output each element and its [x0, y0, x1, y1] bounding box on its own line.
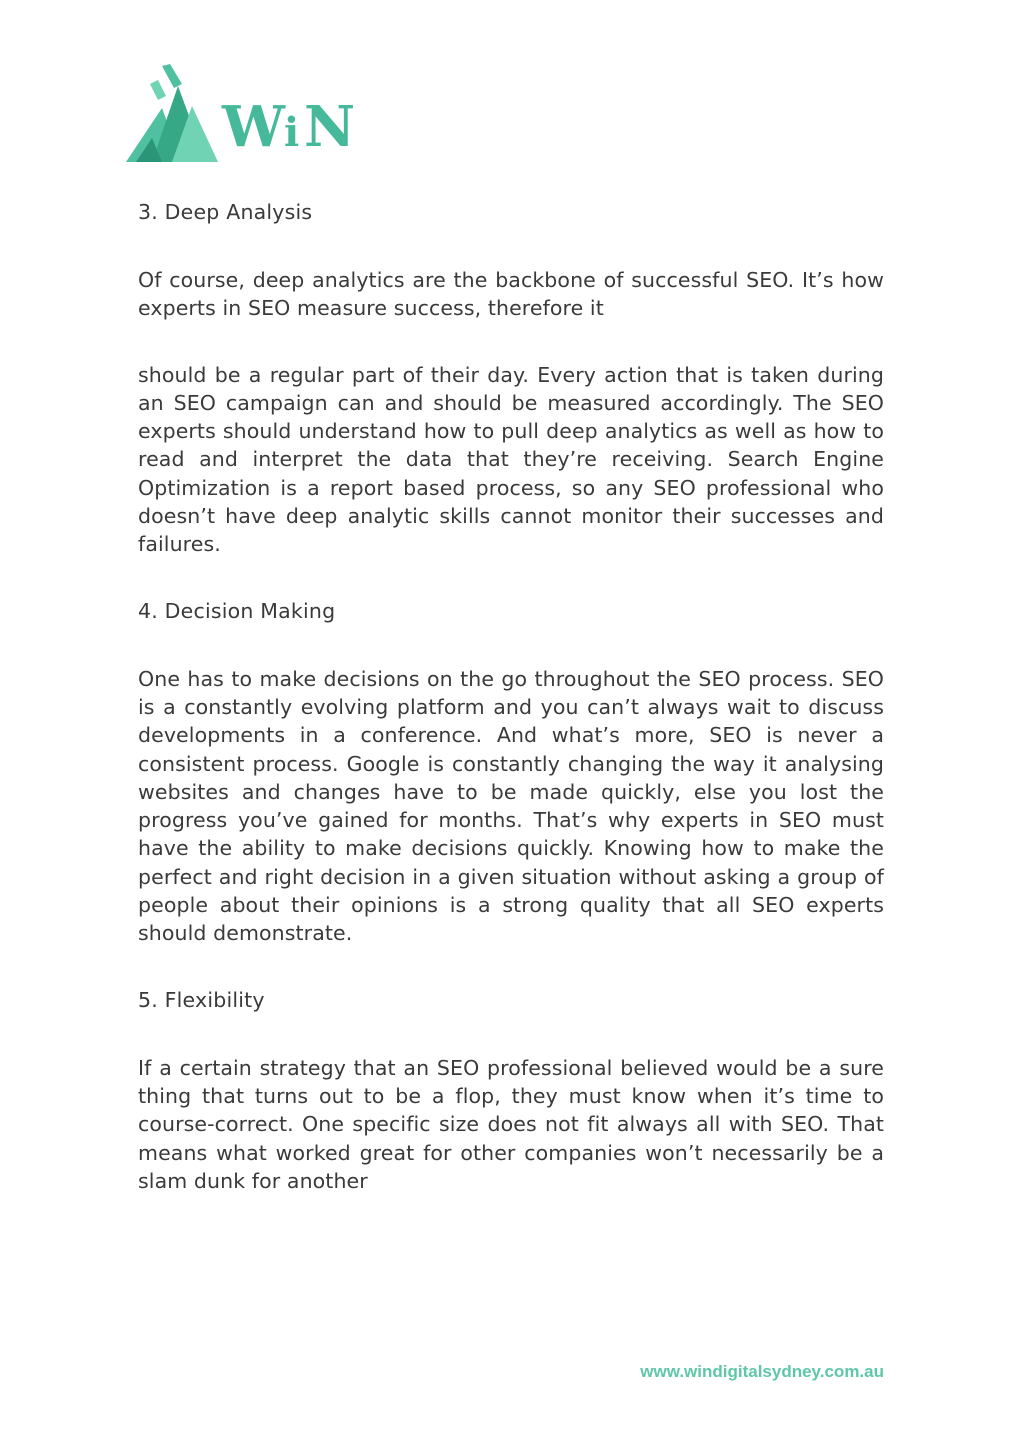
svg-text:i: i — [284, 109, 300, 156]
svg-text:N: N — [304, 94, 356, 160]
document-body — [138, 198, 884, 1195]
paragraph-deep-analysis-intro: Of course, deep analytics are the backbone of successful SEO. It’s how experts in SEO measure success, therefore it — [138, 268, 884, 321]
win-logo-icon — [122, 62, 362, 166]
paragraph-decision-making: One has to make decisions on the go throughout the SEO process. SEO is a constantly evolving platform and you can’t always wait to discuss developments in a conference. And what’s more, SEO is never a consistent process. Google is constantly changing the way it analysing websites and changes have to be made quickly, else you lost the progress you’ve gained for months. That’s why experts in SEO must have the ability to make decisions quickly. Knowing how to make the perfect and right decision in a given situation without asking a group of people about their opinions is a strong quality that all SEO experts should demonstrate. — [138, 666, 884, 946]
section-heading-decision-making: 4. Decision Making — [138, 598, 336, 623]
win-logo — [122, 62, 362, 166]
footer-url[interactable]: www.windigitalsydney.com.au — [640, 1362, 884, 1381]
section-heading-flexibility: 5. Flexibility — [138, 987, 265, 1012]
section-heading-deep-analysis: 3. Deep Analysis — [138, 200, 313, 224]
svg-text:W: W — [222, 94, 284, 160]
paragraph-flexibility: If a certain strategy that an SEO professional believed would be a sure thing that turns out to be a flop, they must know when it’s time to course-correct. One specific size does not fit always all with SEO. That means what worked great for other companies won’t necessarily be a slam dunk for another — [138, 1055, 884, 1193]
paragraph-deep-analysis-body: should be a regular part of their day. Every action that is taken during an SEO campaign can and should be measured accordingly. The SEO experts should understand how to pull deep analytics as well as how to read and interpret the data that they’re receiving. Search Engine Optimization is a report based process, so any SEO professional who doesn’t have deep analytic skills cannot monitor their successes and failures. — [138, 362, 884, 557]
